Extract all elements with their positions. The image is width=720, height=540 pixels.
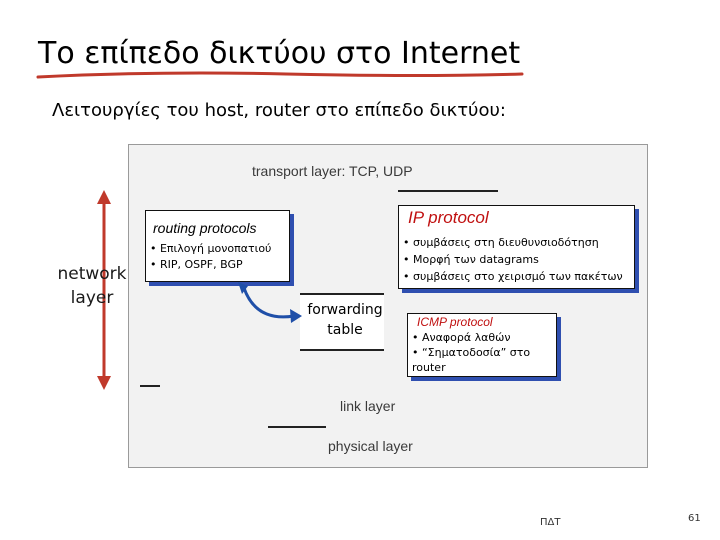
link-layer-label: link layer [340,398,396,414]
icmp-protocol-title: ICMP protocol [417,315,493,329]
title-underline [36,68,526,82]
transport-boundary-line [398,190,498,192]
forwarding-table-top-line [300,293,384,295]
physical-layer-label: physical layer [328,438,413,454]
slide-subtitle: Λειτουργίες του host, router στο επίπεδο δικτύου: [52,100,506,121]
routing-item-1: • Επιλογή μονοπατιού [150,242,272,255]
routing-item-2: • RIP, OSPF, BGP [150,258,243,271]
slide-title: Το επίπεδο δικτύου στο Internet [38,36,521,71]
ip-item-2: • Μορφή των datagrams [403,253,539,266]
ip-item-1: • συμβάσεις στη διευθυνσιοδότηση [403,236,599,249]
physical-boundary-line [268,426,326,428]
network-layer-label-line1: network [57,264,127,284]
footer-label: ΠΔΤ [540,517,561,528]
routing-protocols-title: routing protocols [153,220,257,236]
ip-protocol-title: IP protocol [408,208,489,227]
network-layer-label-line2: layer [70,288,114,308]
forwarding-table-label [300,300,390,340]
link-boundary-line-left [140,385,160,387]
icmp-item-3: router [412,361,446,374]
icmp-item-1: • Αναφορά λαθών [412,331,511,344]
routing-to-forwarding-arrow [236,280,306,330]
ip-protocol-list [403,234,623,285]
page-number: 61 [688,513,701,524]
transport-layer-label: transport layer: TCP, UDP [252,163,413,179]
forwarding-table-bottom-line [300,349,384,351]
routing-protocols-list [150,241,271,273]
ip-item-3: • συμβάσεις στο χειρισμό των πακέτων [403,270,623,283]
forwarding-table-line2: table [327,322,363,338]
forwarding-table-line1: forwarding [307,302,383,318]
network-layer-label [50,262,134,310]
icmp-protocol-list [412,330,530,375]
icmp-item-2: • “Σηματοδοσία” στο [412,346,531,359]
